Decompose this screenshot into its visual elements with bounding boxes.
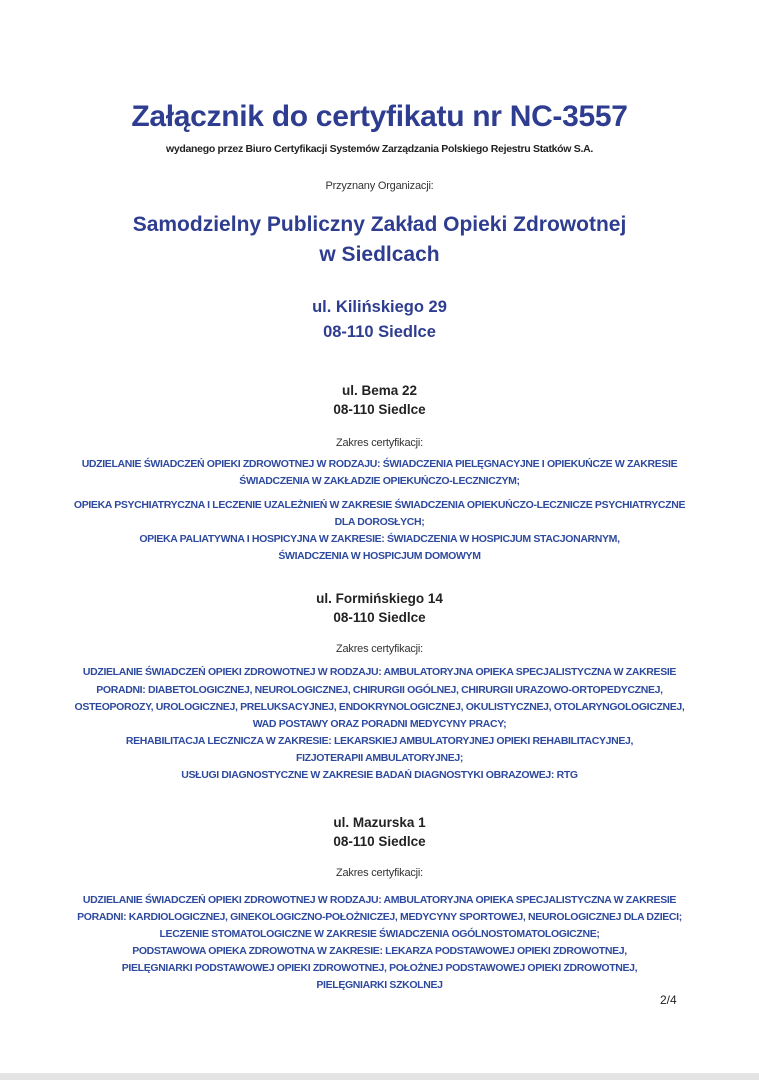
page-number: 2/4 [660,993,677,1007]
location-1-scope-line: UDZIELANIE ŚWIADCZEŃ OPIEKI ZDROWOTNEJ W RODZAJU: ŚWIADCZENIA PIELĘGNACYJNE I OPIEKUŃCZE W ZAKRESIE [81,458,678,470]
location-1-scope-line: DLA DOROSŁYCH; [334,516,425,528]
location-1-scope-line: OPIEKA PALIATYWNA I HOSPICYJNA W ZAKRESIE: ŚWIADCZENIA W HOSPICJUM STACJONARNYM, [139,533,620,545]
location-3-city: 08-110 Siedlce [333,834,426,849]
location-2-street: ul. Formińskiego 14 [316,591,443,606]
location-3-scope-line: PODSTAWOWA OPIEKA ZDROWOTNA W ZAKRESIE: LEKARZA PODSTAWOWEJ OPIEKI ZDROWOTNEJ, [132,945,627,957]
granted-label: Przyznany Organizacji: [325,180,434,192]
organization-name-line-2: w Siedlcach [319,243,440,266]
location-3-scope-line: PIELĘGNIARKI PODSTAWOWEJ OPIEKI ZDROWOTNEJ, POŁOŻNEJ PODSTAWOWEJ OPIEKI ZDROWOTNEJ, [121,962,638,974]
main-address-city: 08-110 Siedlce [323,323,436,341]
location-1-scope-line: ŚWIADCZENIA W ZAKŁADZIE OPIEKUŃCZO-LECZNICZYM; [239,475,520,487]
location-2-scope-line: WAD POSTAWY ORAZ PORADNI MEDYCYNY PRACY; [252,718,507,730]
location-1-scope-line: OPIEKA PSYCHIATRYCZNA I LECZENIE UZALEŻNIEŃ W ZAKRESIE ŚWIADCZENIA OPIEKUŃCZO-LECZNICZE PSYCHIATRYCZNE [73,499,686,511]
location-2-scope-line: USŁUGI DIAGNOSTYCZNE W ZAKRESIE BADAŃ DIAGNOSTYKI OBRAZOWEJ: RTG [181,769,578,781]
location-2-scope-line: REHABILITACJA LECZNICZA W ZAKRESIE: LEKARSKIEJ AMBULATORYJNEJ OPIEKI REHABILITACYJNEJ, [125,735,634,747]
location-1-city: 08-110 Siedlce [333,402,426,417]
location-1-scope-label: Zakres certyfikacji: [335,437,424,449]
location-2-scope-label: Zakres certyfikacji: [335,643,424,655]
location-3-street: ul. Mazurska 1 [333,815,426,830]
location-1-scope-line: ŚWIADCZENIA W HOSPICJUM DOMOWYM [278,550,481,562]
location-3-scope-line: UDZIELANIE ŚWIADCZEŃ OPIEKI ZDROWOTNEJ W RODZAJU: AMBULATORYJNA OPIEKA SPECJALISTYCZNA W ZAKRESIE [82,894,677,906]
location-3-scope-line: PIELĘGNIARKI SZKOLNEJ [316,979,443,991]
location-3-scope-label: Zakres certyfikacji: [335,867,424,879]
location-3-scope-line: PORADNI: KARDIOLOGICZNEJ, GINEKOLOGICZNO-POŁOŻNICZEJ, MEDYCYNY SPORTOWEJ, NEUROLOGICZNEJ DLA DZIECI; [77,911,682,923]
location-2-city: 08-110 Siedlce [333,610,426,625]
main-address-street: ul. Kilińskiego 29 [312,298,447,316]
document-title: Załącznik do certyfikatu nr NC-3557 [131,100,628,133]
location-3-scope-line: LECZENIE STOMATOLOGICZNE W ZAKRESIE ŚWIADCZENIA OGÓLNOSTOMATOLOGICZNE; [159,928,600,940]
location-2-scope-line: PORADNI: DIABETOLOGICZNEJ, NEUROLOGICZNEJ, CHIRURGII OGÓLNEJ, CHIRURGII URAZOWO-ORTOPEDYCZNEJ, [96,684,663,696]
location-2-scope-line: UDZIELANIE ŚWIADCZEŃ OPIEKI ZDROWOTNEJ W RODZAJU: AMBULATORYJNA OPIEKA SPECJALISTYCZNA W ZAKRESIE [82,666,677,678]
organization-name-line-1: Samodzielny Publiczny Zakład Opieki Zdrowotnej [132,213,627,236]
document-subtitle: wydanego przez Biuro Certyfikacji Systemów Zarządzania Polskiego Rejestru Statków S.A. [166,143,593,155]
location-1-street: ul. Bema 22 [341,383,418,398]
location-2-scope-line: FIZJOTERAPII AMBULATORYJNEJ; [296,752,463,764]
location-2-scope-line: OSTEOPOROZY, UROLOGICZNEJ, PRELUKSACYJNEJ, ENDOKRYNOLOGICZNEJ, OKULISTYCZNEJ, OTOLARYNGOLOGICZNEJ, [74,701,685,713]
page-bottom-edge [0,1073,759,1080]
